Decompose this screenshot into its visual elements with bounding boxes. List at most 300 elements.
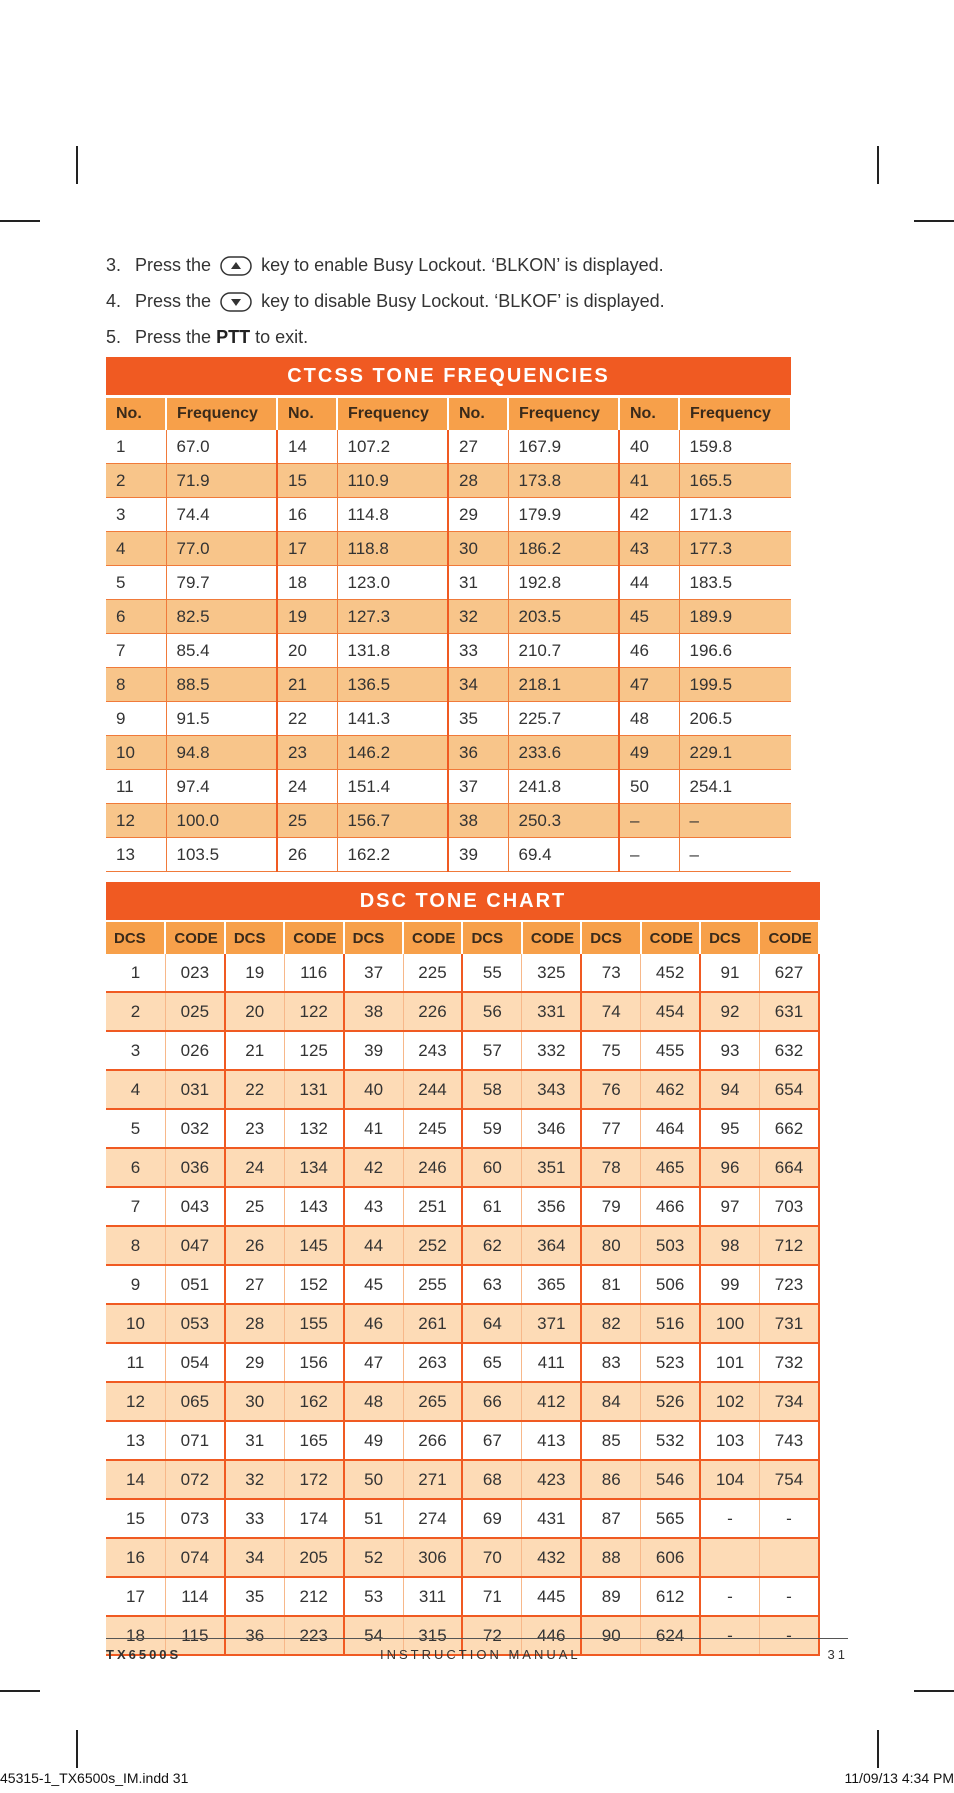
dsc-column-header: CODE: [641, 921, 700, 954]
table-cell: 043: [165, 1187, 224, 1226]
table-cell: 87: [581, 1499, 640, 1538]
table-cell: 165.5: [679, 464, 791, 498]
table-cell: 516: [641, 1304, 700, 1343]
table-cell: 703: [759, 1187, 819, 1226]
table-cell: 12: [106, 1382, 165, 1421]
table-cell: 346: [522, 1109, 581, 1148]
table-cell: 223: [284, 1616, 343, 1655]
table-cell: 71: [462, 1577, 521, 1616]
table-cell: 66: [462, 1382, 521, 1421]
table-cell: -: [759, 1616, 819, 1655]
table-cell: 503: [641, 1226, 700, 1265]
dsc-column-header: DCS: [225, 921, 284, 954]
table-cell: 110.9: [337, 464, 448, 498]
table-cell: 34: [225, 1538, 284, 1577]
table-row: [106, 770, 791, 804]
table-cell: 78: [581, 1148, 640, 1187]
table-cell: 82.5: [166, 600, 277, 634]
table-cell: 071: [165, 1421, 224, 1460]
table-cell: 464: [641, 1109, 700, 1148]
table-cell: 205: [284, 1538, 343, 1577]
table-cell: 23: [277, 736, 337, 770]
table-cell: 212: [284, 1577, 343, 1616]
table-cell: 523: [641, 1343, 700, 1382]
table-cell: 026: [165, 1031, 224, 1070]
table-cell: 343: [522, 1070, 581, 1109]
table-cell: 246: [403, 1148, 462, 1187]
table-row: [106, 1343, 819, 1382]
table-cell: 26: [277, 838, 337, 872]
table-cell: 48: [619, 702, 679, 736]
table-cell: 68: [462, 1460, 521, 1499]
table-row: [106, 838, 791, 872]
table-cell: 10: [106, 1304, 165, 1343]
table-cell: 43: [619, 532, 679, 566]
slug-filename: 45315-1_TX6500s_IM.indd 31: [0, 1770, 189, 1786]
table-cell: 40: [619, 430, 679, 464]
table-cell: 45: [619, 600, 679, 634]
table-cell: 69: [462, 1499, 521, 1538]
table-cell: 7: [106, 634, 166, 668]
table-cell: 26: [225, 1226, 284, 1265]
table-cell: 18: [106, 1616, 165, 1655]
table-cell: 151.4: [337, 770, 448, 804]
table-cell: 8: [106, 668, 166, 702]
table-cell: 97.4: [166, 770, 277, 804]
step-number: 4.: [106, 291, 122, 311]
table-cell: 9: [106, 1265, 165, 1304]
table-cell: 73: [581, 954, 640, 992]
table-cell: -: [759, 1499, 819, 1538]
table-cell: 274: [403, 1499, 462, 1538]
table-cell: 206.5: [679, 702, 791, 736]
table-cell: 351: [522, 1148, 581, 1187]
table-cell: 46: [619, 634, 679, 668]
table-cell: 226: [403, 992, 462, 1031]
table-cell: 19: [225, 954, 284, 992]
table-row: [106, 634, 791, 668]
table-cell: 712: [759, 1226, 819, 1265]
dsc-title: DSC TONE CHART: [106, 882, 820, 920]
table-cell: 225: [403, 954, 462, 992]
table-cell: 96: [700, 1148, 759, 1187]
table-cell: 30: [448, 532, 508, 566]
table-cell: 59: [462, 1109, 521, 1148]
dsc-column-header: DCS: [462, 921, 521, 954]
table-cell: 36: [448, 736, 508, 770]
table-cell: 23: [225, 1109, 284, 1148]
step-3: [106, 250, 806, 286]
table-cell: –: [679, 838, 791, 872]
table-row: [106, 1265, 819, 1304]
step-text: Press the: [135, 327, 212, 347]
table-cell: 229.1: [679, 736, 791, 770]
ctcss-column-header: No.: [277, 397, 337, 431]
table-cell: 5: [106, 566, 166, 600]
table-cell: 452: [641, 954, 700, 992]
table-cell: 073: [165, 1499, 224, 1538]
table-cell: 81: [581, 1265, 640, 1304]
table-cell: 306: [403, 1538, 462, 1577]
table-cell: 29: [448, 498, 508, 532]
table-cell: 39: [344, 1031, 403, 1070]
table-cell: 225.7: [508, 702, 619, 736]
table-cell: 79.7: [166, 566, 277, 600]
table-cell: 22: [277, 702, 337, 736]
table-cell: 33: [225, 1499, 284, 1538]
table-cell: 053: [165, 1304, 224, 1343]
table-cell: 92: [700, 992, 759, 1031]
model-name: TX6500S: [106, 1647, 182, 1662]
table-cell: 25: [225, 1187, 284, 1226]
dsc-column-header: DCS: [581, 921, 640, 954]
table-cell: 171.3: [679, 498, 791, 532]
table-row: [106, 1304, 819, 1343]
table-cell: 036: [165, 1148, 224, 1187]
table-cell: 107.2: [337, 430, 448, 464]
table-row: [106, 992, 819, 1031]
table-cell: 17: [106, 1577, 165, 1616]
dsc-column-header: DCS: [106, 921, 165, 954]
crop-mark: [877, 1730, 879, 1768]
table-cell: 145: [284, 1226, 343, 1265]
table-cell: 025: [165, 992, 224, 1031]
table-cell: 4: [106, 1070, 165, 1109]
table-cell: 627: [759, 954, 819, 992]
table-cell: 12: [106, 804, 166, 838]
table-cell: 30: [225, 1382, 284, 1421]
step-5: [106, 322, 806, 358]
table-row: [106, 464, 791, 498]
table-row: [106, 1031, 819, 1070]
table-cell: 8: [106, 1226, 165, 1265]
table-cell: 606: [641, 1538, 700, 1577]
table-cell: 118.8: [337, 532, 448, 566]
table-cell: 031: [165, 1070, 224, 1109]
table-cell: 13: [106, 1421, 165, 1460]
ctcss-column-header: No.: [106, 397, 166, 431]
table-cell: 162: [284, 1382, 343, 1421]
dsc-column-header: DCS: [700, 921, 759, 954]
table-cell: 411: [522, 1343, 581, 1382]
table-cell: 192.8: [508, 566, 619, 600]
ctcss-table: [106, 357, 791, 872]
table-cell: 3: [106, 1031, 165, 1070]
table-cell: 506: [641, 1265, 700, 1304]
table-cell: 15: [106, 1499, 165, 1538]
table-cell: 233.6: [508, 736, 619, 770]
table-cell: 14: [106, 1460, 165, 1499]
table-cell: 62: [462, 1226, 521, 1265]
table-cell: 77.0: [166, 532, 277, 566]
table-cell: 251: [403, 1187, 462, 1226]
table-cell: 431: [522, 1499, 581, 1538]
table-cell: 245: [403, 1109, 462, 1148]
table-cell: 85.4: [166, 634, 277, 668]
table-cell: 332: [522, 1031, 581, 1070]
table-cell: 24: [225, 1148, 284, 1187]
table-cell: 734: [759, 1382, 819, 1421]
table-cell: 423: [522, 1460, 581, 1499]
table-cell: 136.5: [337, 668, 448, 702]
table-cell: 2: [106, 992, 165, 1031]
ctcss-column-header: Frequency: [337, 397, 448, 431]
table-cell: 051: [165, 1265, 224, 1304]
table-row: [106, 1499, 819, 1538]
table-cell: 13: [106, 838, 166, 872]
ctcss-column-header: Frequency: [166, 397, 277, 431]
table-cell: 116: [284, 954, 343, 992]
table-cell: 241.8: [508, 770, 619, 804]
ctcss-column-header: No.: [448, 397, 508, 431]
table-cell: 104: [700, 1460, 759, 1499]
table-cell: 152: [284, 1265, 343, 1304]
table-cell: 49: [619, 736, 679, 770]
table-cell: 565: [641, 1499, 700, 1538]
table-cell: 76: [581, 1070, 640, 1109]
table-cell: 38: [344, 992, 403, 1031]
table-cell: 261: [403, 1304, 462, 1343]
table-cell: 155: [284, 1304, 343, 1343]
step-number: 5.: [106, 327, 122, 347]
table-cell: 27: [448, 430, 508, 464]
ctcss-column-header: Frequency: [679, 397, 791, 431]
table-cell: 159.8: [679, 430, 791, 464]
table-cell: 55: [462, 954, 521, 992]
table-cell: 31: [448, 566, 508, 600]
table-cell: 45: [344, 1265, 403, 1304]
table-cell: 146.2: [337, 736, 448, 770]
table-cell: 42: [619, 498, 679, 532]
table-cell: 67: [462, 1421, 521, 1460]
table-cell: 102: [700, 1382, 759, 1421]
crop-mark: [914, 1690, 954, 1692]
table-cell: 179.9: [508, 498, 619, 532]
table-cell: 44: [619, 566, 679, 600]
table-cell: 732: [759, 1343, 819, 1382]
table-cell: 7: [106, 1187, 165, 1226]
table-row: [106, 532, 791, 566]
table-cell: 21: [225, 1031, 284, 1070]
table-cell: 254.1: [679, 770, 791, 804]
table-cell: 80: [581, 1226, 640, 1265]
step-text: key to disable Busy Lockout. ‘BLKOF’ is displayed.: [261, 291, 665, 311]
table-row: [106, 1460, 819, 1499]
step-text: key to enable Busy Lockout. ‘BLKON’ is displayed.: [261, 255, 664, 275]
table-cell: 69.4: [508, 838, 619, 872]
table-cell: 162.2: [337, 838, 448, 872]
up-key-icon: [220, 256, 252, 276]
table-cell: 371: [522, 1304, 581, 1343]
crop-mark: [877, 146, 879, 184]
table-cell: 462: [641, 1070, 700, 1109]
instruction-steps: [106, 250, 806, 358]
table-cell: 123.0: [337, 566, 448, 600]
table-cell: 413: [522, 1421, 581, 1460]
dsc-column-header: DCS: [344, 921, 403, 954]
table-cell: 546: [641, 1460, 700, 1499]
table-cell: 72: [462, 1616, 521, 1655]
table-cell: 10: [106, 736, 166, 770]
table-cell: 41: [344, 1109, 403, 1148]
dsc-column-header: CODE: [759, 921, 819, 954]
table-cell: 662: [759, 1109, 819, 1148]
table-cell: 156.7: [337, 804, 448, 838]
doc-title: INSTRUCTION MANUAL: [380, 1647, 581, 1662]
table-cell: 445: [522, 1577, 581, 1616]
table-row: [106, 954, 819, 992]
table-cell: 63: [462, 1265, 521, 1304]
table-cell: 25: [277, 804, 337, 838]
table-cell: 203.5: [508, 600, 619, 634]
table-cell: 199.5: [679, 668, 791, 702]
dsc-table: [106, 882, 820, 1656]
crop-mark: [0, 1690, 40, 1692]
dsc-column-header: CODE: [403, 921, 462, 954]
table-cell: 532: [641, 1421, 700, 1460]
table-cell: 177.3: [679, 532, 791, 566]
table-cell: 466: [641, 1187, 700, 1226]
table-cell: 94.8: [166, 736, 277, 770]
table-cell: 61: [462, 1187, 521, 1226]
table-cell: 9: [106, 702, 166, 736]
table-row: [106, 1577, 819, 1616]
ctcss-column-header: No.: [619, 397, 679, 431]
table-cell: 141.3: [337, 702, 448, 736]
table-row: [106, 1226, 819, 1265]
table-cell: 6: [106, 1148, 165, 1187]
table-cell: 134: [284, 1148, 343, 1187]
table-cell: 174: [284, 1499, 343, 1538]
table-cell: 172: [284, 1460, 343, 1499]
table-cell: 631: [759, 992, 819, 1031]
table-cell: 526: [641, 1382, 700, 1421]
table-cell: 315: [403, 1616, 462, 1655]
table-cell: 754: [759, 1460, 819, 1499]
table-cell: 131: [284, 1070, 343, 1109]
table-cell: 074: [165, 1538, 224, 1577]
table-cell: 40: [344, 1070, 403, 1109]
table-cell: 250.3: [508, 804, 619, 838]
table-cell: -: [700, 1499, 759, 1538]
table-cell: -: [759, 1577, 819, 1616]
table-cell: 90: [581, 1616, 640, 1655]
dsc-column-header: CODE: [284, 921, 343, 954]
table-cell: 065: [165, 1382, 224, 1421]
table-cell: 47: [619, 668, 679, 702]
table-cell: 731: [759, 1304, 819, 1343]
table-cell: 115: [165, 1616, 224, 1655]
table-cell: 28: [448, 464, 508, 498]
table-row: [106, 1382, 819, 1421]
table-cell: 218.1: [508, 668, 619, 702]
table-cell: 210.7: [508, 634, 619, 668]
table-cell: 465: [641, 1148, 700, 1187]
table-cell: 100.0: [166, 804, 277, 838]
table-cell: 97: [700, 1187, 759, 1226]
table-cell: 50: [619, 770, 679, 804]
table-cell: 412: [522, 1382, 581, 1421]
down-key-icon: [220, 292, 252, 312]
table-row: [106, 566, 791, 600]
page-footer: [106, 1638, 848, 1662]
table-cell: 072: [165, 1460, 224, 1499]
table-cell: 32: [225, 1460, 284, 1499]
table-cell: 71.9: [166, 464, 277, 498]
table-row: [106, 804, 791, 838]
table-cell: 244: [403, 1070, 462, 1109]
table-cell: 114: [165, 1577, 224, 1616]
crop-mark: [76, 1730, 78, 1768]
table-cell: 654: [759, 1070, 819, 1109]
table-cell: -: [700, 1616, 759, 1655]
table-cell: 46: [344, 1304, 403, 1343]
table-cell: 74: [581, 992, 640, 1031]
table-cell: 263: [403, 1343, 462, 1382]
table-cell: 91: [700, 954, 759, 992]
crop-mark: [914, 220, 954, 222]
table-cell: 58: [462, 1070, 521, 1109]
step-text: to exit.: [255, 327, 309, 347]
table-cell: 1: [106, 954, 165, 992]
table-cell: 91.5: [166, 702, 277, 736]
table-cell: 70: [462, 1538, 521, 1577]
table-cell: 37: [344, 954, 403, 992]
crop-mark: [0, 220, 40, 222]
table-cell: 74.4: [166, 498, 277, 532]
page-number: 31: [827, 1647, 848, 1662]
table-cell: 22: [225, 1070, 284, 1109]
table-cell: 51: [344, 1499, 403, 1538]
table-cell: 42: [344, 1148, 403, 1187]
table-cell: 266: [403, 1421, 462, 1460]
table-cell: 114.8: [337, 498, 448, 532]
crop-mark: [76, 146, 78, 184]
table-cell: 664: [759, 1148, 819, 1187]
table-cell: 77: [581, 1109, 640, 1148]
table-cell: 624: [641, 1616, 700, 1655]
table-row: [106, 430, 791, 464]
table-cell: 100: [700, 1304, 759, 1343]
table-cell: 67.0: [166, 430, 277, 464]
table-cell: 83: [581, 1343, 640, 1382]
table-cell: 196.6: [679, 634, 791, 668]
table-row: [106, 1187, 819, 1226]
table-cell: 186.2: [508, 532, 619, 566]
ctcss-title: CTCSS TONE FREQUENCIES: [106, 357, 791, 395]
table-cell: 88.5: [166, 668, 277, 702]
table-cell: 331: [522, 992, 581, 1031]
table-cell: 82: [581, 1304, 640, 1343]
table-cell: 28: [225, 1304, 284, 1343]
table-cell: 94: [700, 1070, 759, 1109]
step-text: Press the: [135, 291, 212, 311]
table-cell: 4: [106, 532, 166, 566]
table-cell: 16: [277, 498, 337, 532]
table-cell: 156: [284, 1343, 343, 1382]
table-row: [106, 702, 791, 736]
table-cell: 95: [700, 1109, 759, 1148]
table-cell: 85: [581, 1421, 640, 1460]
table-cell: 47: [344, 1343, 403, 1382]
table-row: [106, 600, 791, 634]
table-cell: 56: [462, 992, 521, 1031]
table-cell: 167.9: [508, 430, 619, 464]
table-cell: 243: [403, 1031, 462, 1070]
table-cell: 35: [448, 702, 508, 736]
table-cell: 131.8: [337, 634, 448, 668]
table-cell: 5: [106, 1109, 165, 1148]
